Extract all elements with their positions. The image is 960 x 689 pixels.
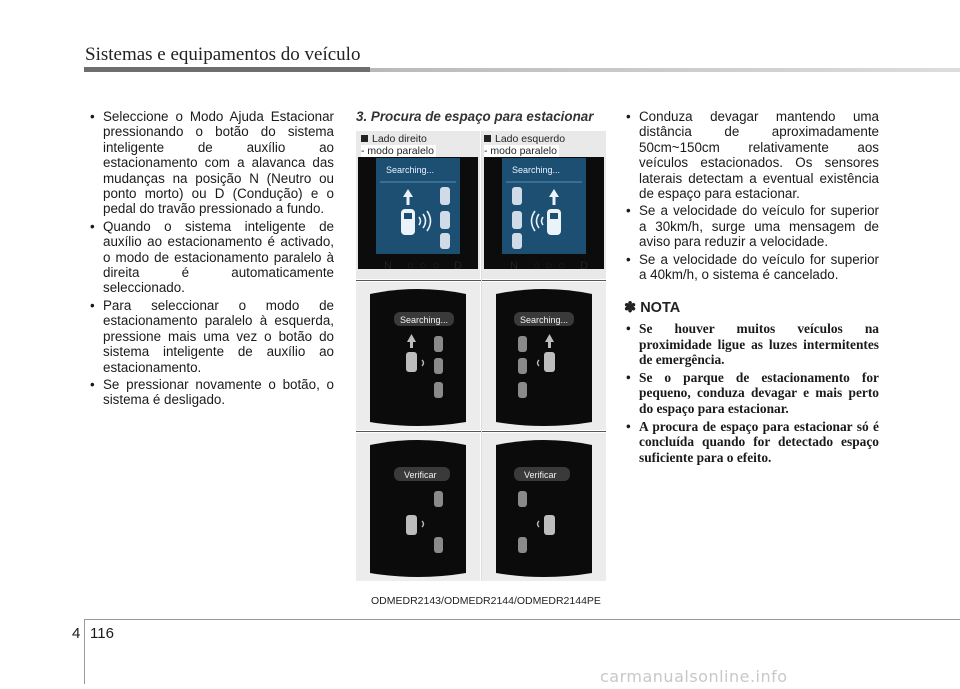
left-bullet-list (88, 109, 334, 408)
screen-text-searching: Searching... (400, 315, 449, 325)
figure (356, 131, 606, 581)
car-icon (406, 515, 417, 535)
figure-code: ODMEDR2143/ODMEDR2144/ODMEDR2144PE (371, 595, 601, 607)
left-bullet-4: • Se pressionar novamente o botão, o sistema é desligado. (90, 376, 334, 408)
left-bullet-2: • Quando o sistema inteligente de auxílio ao estacionamento é activado, o modo de estacionamento paralelo à direita é automaticamente seleccionado. (90, 218, 334, 296)
car-icon (544, 515, 555, 535)
page-number: 116 (90, 625, 114, 642)
panel-right-verify-screen (356, 433, 480, 581)
bullet-mark: • (90, 297, 95, 313)
screen-text-searching: Searching... (512, 165, 561, 175)
parked-cars-icon (518, 336, 527, 398)
footer-rule (84, 619, 960, 620)
bullet-mark: • (626, 109, 631, 124)
gear-indicator-text: N ○○○ D (510, 260, 594, 272)
header-title: Sistemas e equipamentos do veículo (85, 44, 361, 65)
left-bullet-1: • Seleccione o Modo Ajuda Estacionar pressionando o botão do sistema inteligente de auxílio ao estacionamento com a alavanca das mudanças na posição N (Neutro ou ponto morto) ou D (Condução) e o pedal do travão pressionado a fundo. (90, 109, 334, 217)
label-left-mode: - modo paralelo (484, 145, 557, 157)
note-list (624, 321, 879, 467)
verify-screen-right (356, 433, 480, 581)
footer-divider (84, 620, 85, 684)
bullet-mark: • (90, 376, 95, 392)
bullet-mark: • (626, 418, 631, 434)
figure-divider-vertical (481, 131, 482, 581)
note-asterisk-icon: ✽ (624, 300, 637, 316)
car-icon (406, 352, 417, 372)
label-right-side: Lado direito (372, 133, 427, 145)
note-item-1: • Se houver muitos veículos na proximidade ligue as luzes intermitentes de emergência. (626, 321, 879, 368)
label-right-mode: - modo paralelo (361, 145, 434, 157)
car-icon (547, 209, 561, 235)
right-bullet-list (624, 109, 879, 282)
watermark: carmanualsonline.info (600, 667, 788, 686)
note-item-3: • A procura de espaço para estacionar só é concluída quando for detectado espaço suficiente para o efeito. (626, 418, 879, 465)
square-bullet-icon (484, 135, 491, 142)
parked-cars-icon (434, 336, 443, 398)
bullet-mark: • (626, 369, 631, 385)
right-bullet-1: • Conduza devagar mantendo uma distância de aproximadamente 50cm~150cm relativamente aos veículos estacionados. Os sensores laterais detectam a eventual existência de espaço para estacionar. (626, 109, 879, 202)
right-column (624, 109, 879, 284)
bullet-mark: • (626, 251, 631, 267)
right-bullet-2: • Se a velocidade do veículo for superior a 30km/h, surge uma mensagem de aviso para reduzir a velocidade. (626, 203, 879, 250)
page-chapter: 4 (72, 625, 81, 642)
panel-right-searching-display (356, 131, 480, 279)
panel-right-searching-screen (356, 282, 480, 430)
square-bullet-icon (361, 135, 368, 142)
bullet-mark: • (626, 321, 631, 336)
screen-text-searching: Searching... (520, 315, 569, 325)
panel-left-searching-display (482, 131, 606, 279)
parked-cars-icon (512, 187, 522, 249)
verify-screen-left (482, 433, 606, 581)
bullet-mark: • (90, 109, 95, 124)
screen-text-verify: Verificar (524, 470, 557, 480)
note-title (624, 300, 680, 316)
figure-title: 3. Procura de espaço para estacionar (356, 109, 594, 124)
left-bullet-3: • Para seleccionar o modo de estacionamento paralelo à esquerda, pressione mais uma vez o botão do sistema inteligente de auxílio ao estacionamento. (90, 297, 334, 375)
panel-left-verify-screen (482, 433, 606, 581)
parked-cars-icon (440, 187, 450, 249)
car-icon (401, 209, 415, 235)
label-left-side: Lado esquerdo (495, 133, 566, 145)
searching-screen-right (356, 282, 480, 430)
note-item-2: • Se o parque de estacionamento for pequeno, conduza devagar e mais perto do espaço para estacionar. (626, 369, 879, 416)
left-column (88, 109, 334, 410)
right-bullet-3: • Se a velocidade do veículo for superior a 40km/h, o sistema é cancelado. (626, 251, 879, 283)
screen-text-searching: Searching... (386, 165, 435, 175)
bullet-mark: • (626, 203, 631, 219)
screen-text-verify: Verificar (404, 470, 437, 480)
header-rule-accent (84, 67, 370, 72)
bullet-mark: • (90, 218, 95, 234)
note-label: NOTA (640, 300, 681, 316)
gear-indicator-text: N ○○○ D (384, 260, 468, 272)
car-icon (544, 352, 555, 372)
panel-left-searching-screen (482, 282, 606, 430)
searching-screen-left (482, 282, 606, 430)
